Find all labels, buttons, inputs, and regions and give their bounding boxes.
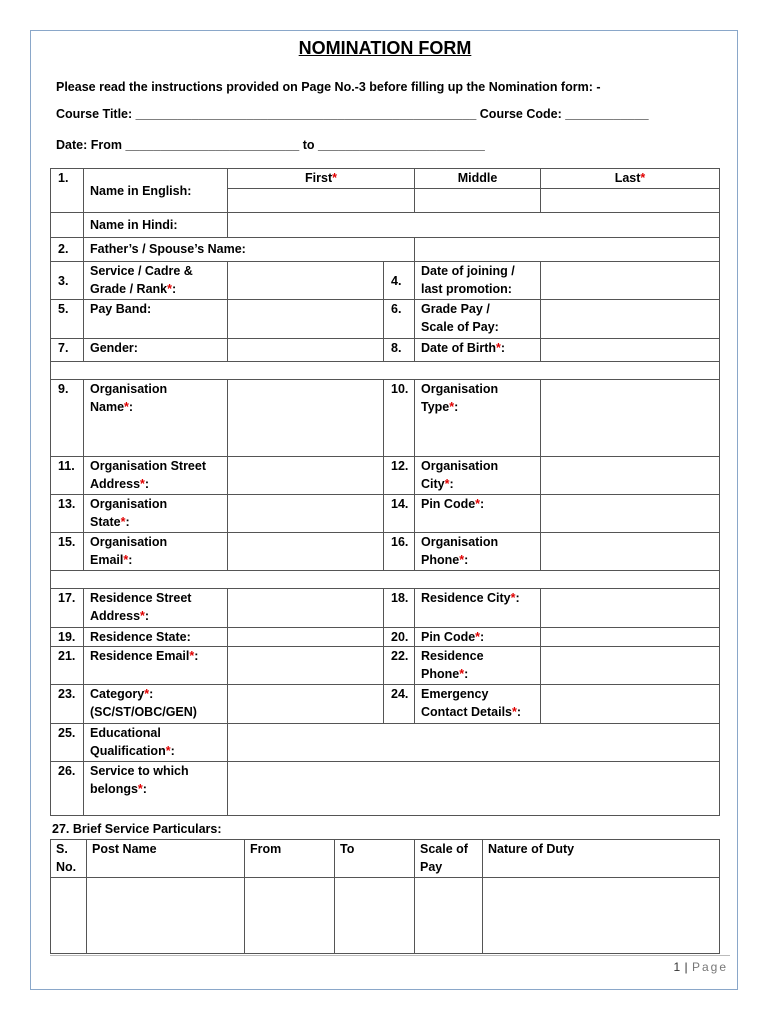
name-english-label: Name in English: [84,169,228,213]
res-state-label: Residence State: [84,628,228,647]
education-input[interactable] [228,724,720,762]
row-number: 6. [384,300,415,339]
nature-of-duty-input[interactable] [483,878,720,954]
page-number: 1 [673,960,681,974]
res-phone-input[interactable] [541,647,720,685]
res-email-input[interactable] [228,647,384,685]
org-phone-input[interactable] [541,533,720,571]
org-name-label: Organisation Name*: [84,380,228,457]
section-spacer [51,362,720,380]
org-state-input[interactable] [228,495,384,533]
service-cadre-label: Service / Cadre & Grade / Rank*: [84,262,228,300]
row-number: 9. [51,380,84,457]
col-to-header: To [335,840,415,878]
res-street-input[interactable] [228,589,384,628]
row-number [51,213,84,238]
course-line [56,107,649,121]
row-number: 5. [51,300,84,339]
row-number: 26. [51,762,84,816]
row-number: 16. [384,533,415,571]
row-number: 12. [384,457,415,495]
education-label: Educational Qualification*: [84,724,228,762]
first-name-header: First* [228,169,415,189]
res-phone-label: Residence Phone*: [415,647,541,685]
father-name-label: Father’s / Spouse’s Name: [84,238,415,262]
category-label: Category*: (SC/ST/OBC/GEN) [84,685,228,724]
middle-name-input[interactable] [415,189,541,213]
grade-pay-label: Grade Pay / Scale of Pay: [415,300,541,339]
category-input[interactable] [228,685,384,724]
row-number: 4. [384,262,415,300]
org-street-label: Organisation Street Address*: [84,457,228,495]
res-email-label: Residence Email*: [84,647,228,685]
col-scale-of-pay-header: Scale of Pay [415,840,483,878]
org-type-label: Organisation Type*: [415,380,541,457]
last-name-header: Last* [541,169,720,189]
org-phone-label: Organisation Phone*: [415,533,541,571]
org-state-label: Organisation State*: [84,495,228,533]
course-title-field[interactable]: Course Title: _________________________________________________ [56,107,477,121]
row-number: 1. [51,169,84,213]
row-number: 23. [51,685,84,724]
row-number: 10. [384,380,415,457]
service-cadre-input[interactable] [228,262,384,300]
page-word: Page [691,960,728,974]
col-post-name-header: Post Name [87,840,245,878]
col-sno-header: S. No. [51,840,87,878]
res-city-label: Residence City*: [415,589,541,628]
row-number: 17. [51,589,84,628]
row-number: 7. [51,339,84,362]
row-number: 22. [384,647,415,685]
to-input[interactable] [335,878,415,954]
org-email-label: Organisation Email*: [84,533,228,571]
pin-code-label: Pin Code*: [415,495,541,533]
row-number: 14. [384,495,415,533]
row-number: 18. [384,589,415,628]
name-hindi-input[interactable] [228,213,720,238]
middle-name-header: Middle [415,169,541,189]
page-separator: | [684,960,689,974]
pin-code-input[interactable] [541,495,720,533]
from-input[interactable] [245,878,335,954]
dob-label: Date of Birth*: [415,339,541,362]
last-name-input[interactable] [541,189,720,213]
res-city-input[interactable] [541,589,720,628]
row-number: 24. [384,685,415,724]
row-number: 21. [51,647,84,685]
date-of-joining-input[interactable] [541,262,720,300]
row-number: 8. [384,339,415,362]
emergency-contact-input[interactable] [541,685,720,724]
res-state-input[interactable] [228,628,384,647]
grade-pay-input[interactable] [541,300,720,339]
row-number: 13. [51,495,84,533]
page-footer [673,960,728,974]
org-email-input[interactable] [228,533,384,571]
org-type-input[interactable] [541,380,720,457]
service-particulars-heading: 27. Brief Service Particulars: [52,822,222,836]
sno-input[interactable] [51,878,87,954]
pin-code-2-input[interactable] [541,628,720,647]
section-spacer [51,571,720,589]
col-nature-of-duty-header: Nature of Duty [483,840,720,878]
row-number: 2. [51,238,84,262]
date-to-field[interactable]: to ________________________ [302,138,485,152]
form-title: NOMINATION FORM [298,38,472,58]
org-name-input[interactable] [228,380,384,457]
org-street-input[interactable] [228,457,384,495]
date-line [56,138,485,152]
row-number: 25. [51,724,84,762]
course-code-field[interactable]: Course Code: ____________ [479,107,649,121]
name-hindi-label: Name in Hindi: [84,213,228,238]
org-city-label: Organisation City*: [415,457,541,495]
dob-input[interactable] [541,339,720,362]
row-number: 3. [51,262,84,300]
date-of-joining-label: Date of joining / last promotion: [415,262,541,300]
res-street-label: Residence Street Address*: [84,589,228,628]
date-from-field[interactable]: Date: From _________________________ [56,138,300,152]
org-city-input[interactable] [541,457,720,495]
scale-of-pay-input[interactable] [415,878,483,954]
row-number: 19. [51,628,84,647]
nomination-table [50,168,720,816]
father-name-input[interactable] [415,238,720,262]
service-belongs-label: Service to which belongs*: [84,762,228,816]
pin-code-2-label: Pin Code*: [415,628,541,647]
post-name-input[interactable] [87,878,245,954]
pay-band-label: Pay Band: [84,300,228,339]
row-number: 15. [51,533,84,571]
service-belongs-input[interactable] [228,762,720,816]
row-number: 11. [51,457,84,495]
service-particulars-table [50,839,720,954]
gender-input[interactable] [228,339,384,362]
row-number: 20. [384,628,415,647]
pay-band-input[interactable] [228,300,384,339]
first-name-input[interactable] [228,189,415,213]
instructions-text: Please read the instructions provided on Page No.-3 before filling up the Nomination form: - [56,80,601,94]
col-from-header: From [245,840,335,878]
footer-divider [50,955,730,956]
gender-label: Gender: [84,339,228,362]
emergency-contact-label: Emergency Contact Details*: [415,685,541,724]
